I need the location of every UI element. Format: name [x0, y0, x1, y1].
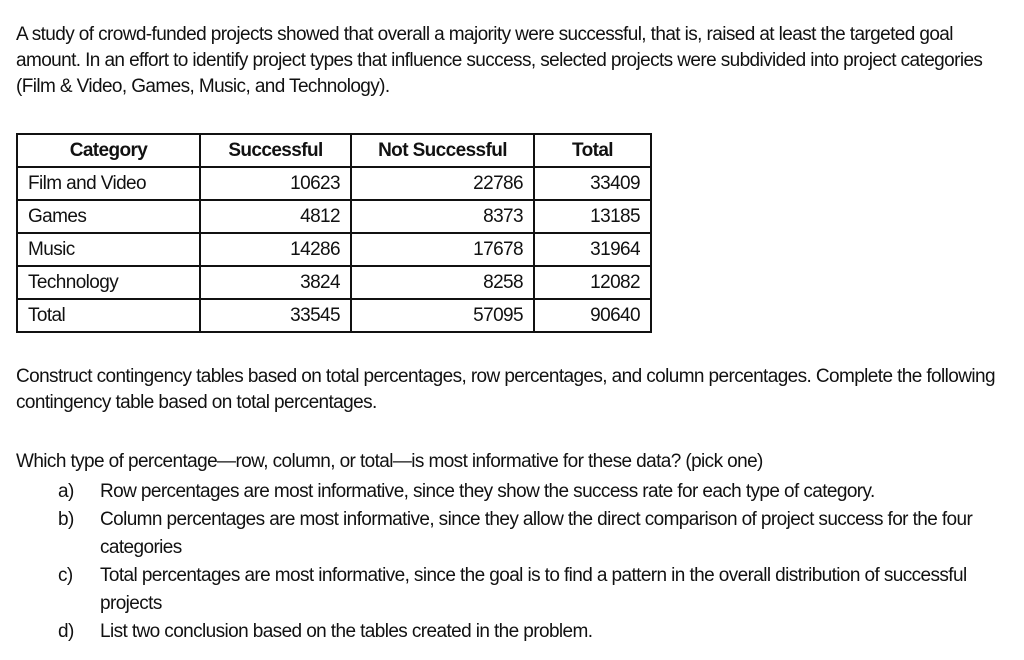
option-c[interactable] [58, 562, 998, 618]
intro-paragraph: A study of crowd-funded projects showed that overall a majority were successful, that is, raised at least the targeted goal amount. In an effort to identify project types that influence success, selected projects were subdivided into project categories (Film & Video, Games, Music, and Technology). [16, 24, 983, 97]
table-row [17, 233, 651, 266]
option-label: c) [58, 565, 73, 586]
option-text: List two conclusion based on the tables created in the problem. [100, 621, 593, 642]
table-header-row [17, 134, 651, 167]
cell-total: 31964 [534, 233, 651, 266]
cell-successful: 4812 [200, 200, 351, 233]
cell-successful: 33545 [200, 299, 351, 332]
cell-category: Games [17, 200, 200, 233]
cell-not-successful: 22786 [351, 167, 534, 200]
cell-not-successful: 17678 [351, 233, 534, 266]
table-row [17, 200, 651, 233]
cell-category: Film and Video [17, 167, 200, 200]
table-row [17, 266, 651, 299]
header-category: Category [17, 134, 200, 167]
option-label: d) [58, 621, 74, 642]
option-text: Total percentages are most informative, since the goal is to find a pattern in the overall distribution of successful projects [100, 565, 967, 614]
table-row [17, 167, 651, 200]
cell-not-successful: 8373 [351, 200, 534, 233]
cell-category: Music [17, 233, 200, 266]
cell-successful: 10623 [200, 167, 351, 200]
cell-successful: 14286 [200, 233, 351, 266]
header-total: Total [534, 134, 651, 167]
cell-total: 13185 [534, 200, 651, 233]
contingency-table [16, 133, 652, 333]
cell-not-successful: 57095 [351, 299, 534, 332]
cell-total: 90640 [534, 299, 651, 332]
cell-total: 12082 [534, 266, 651, 299]
header-successful: Successful [200, 134, 351, 167]
instructions-paragraph: Construct contingency tables based on total percentages, row percentages, and column percentages. Complete the following contingency table based on total percentages. [16, 366, 995, 413]
cell-category: Technology [17, 266, 200, 299]
option-text: Row percentages are most informative, since they show the success rate for each type of category. [100, 481, 875, 502]
cell-successful: 3824 [200, 266, 351, 299]
option-a[interactable] [58, 478, 998, 506]
option-text: Column percentages are most informative, since they allow the direct comparison of project success for the four categories [100, 509, 973, 558]
table-total-row [17, 299, 651, 332]
cell-not-successful: 8258 [351, 266, 534, 299]
option-label: a) [58, 481, 74, 502]
cell-category: Total [17, 299, 200, 332]
option-label: b) [58, 509, 74, 530]
question-text: Which type of percentage—row, column, or total—is most informative for these data? (pick one) [16, 451, 763, 472]
option-d[interactable] [58, 618, 998, 646]
header-not-successful: Not Successful [351, 134, 534, 167]
cell-total: 33409 [534, 167, 651, 200]
answer-options [58, 478, 998, 646]
option-b[interactable] [58, 506, 998, 562]
